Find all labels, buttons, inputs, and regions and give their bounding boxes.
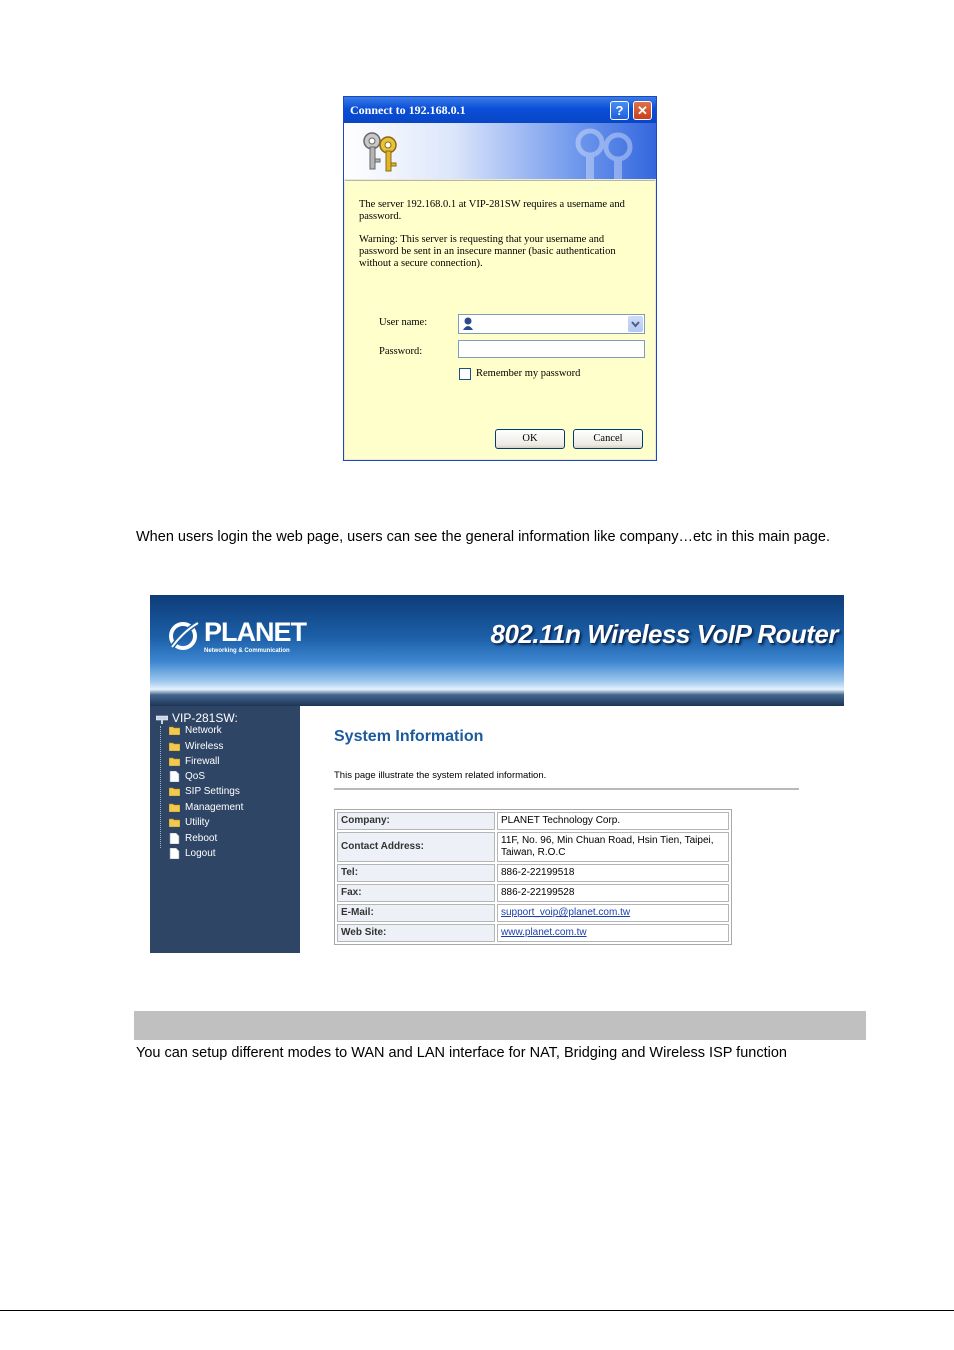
- row-key: Contact Address:: [337, 832, 495, 862]
- chevron-down-icon[interactable]: [628, 316, 643, 332]
- password-label: Password:: [379, 346, 423, 357]
- sidebar-item-network[interactable]: [169, 724, 222, 738]
- row-key: Fax:: [337, 884, 495, 902]
- folder-icon: [169, 803, 180, 812]
- dialog-titlebar[interactable]: [344, 97, 656, 123]
- page-description: This page illustrate the system related information.: [334, 770, 547, 781]
- cancel-button[interactable]: Cancel: [573, 429, 643, 449]
- close-icon[interactable]: ✕: [633, 101, 652, 120]
- row-value: PLANET Technology Corp.: [497, 812, 729, 830]
- help-icon[interactable]: ?: [610, 101, 629, 120]
- page-icon: [169, 771, 180, 782]
- sidebar-item-label: Reboot: [185, 833, 218, 844]
- sidebar-item-label: Firewall: [185, 756, 220, 767]
- folder-icon: [169, 818, 180, 827]
- ok-button[interactable]: OK: [495, 429, 565, 449]
- page-title: System Information: [334, 728, 484, 745]
- keys-icon: [360, 129, 406, 173]
- keys-watermark-icon: [570, 127, 640, 179]
- paragraph-network-modes: You can setup different modes to WAN and LAN interface for NAT, Bridging and Wireless ISP function: [136, 1045, 787, 1061]
- user-icon: [462, 317, 474, 331]
- dialog-warning: Warning: This server is requesting that your username and password be sent in an insecure manner (basic authentication without a secure connection).: [359, 234, 616, 269]
- router-main-content: [300, 706, 844, 953]
- paragraph-login-info: When users login the web page, users can see the general information like company…etc in this main page.: [136, 529, 830, 545]
- password-field[interactable]: [458, 340, 645, 358]
- sidebar-root-label: VIP-281SW:: [172, 711, 238, 725]
- table-row: [337, 864, 729, 882]
- sidebar-item-label: Utility: [185, 817, 210, 828]
- network-device-icon: [156, 714, 168, 724]
- sidebar-item-label: QoS: [185, 771, 206, 782]
- sidebar-root[interactable]: [156, 711, 238, 725]
- sidebar-item-label: Wireless: [185, 741, 224, 752]
- table-row: [337, 884, 729, 902]
- router-web-ui: [150, 595, 844, 953]
- page-icon: [169, 833, 180, 844]
- remember-password-label: Remember my password: [476, 368, 581, 379]
- table-row: [337, 904, 729, 922]
- row-key: E-Mail:: [337, 904, 495, 922]
- dialog-banner: [344, 123, 656, 179]
- router-banner: [150, 595, 844, 706]
- brand-tagline: Networking & Communication: [204, 648, 290, 654]
- page-icon: [169, 848, 180, 859]
- brand-name: PLANET: [204, 617, 306, 647]
- row-value: [497, 904, 729, 922]
- folder-icon: [169, 742, 180, 751]
- login-dialog: [343, 96, 657, 461]
- row-key: Web Site:: [337, 924, 495, 942]
- folder-icon: [169, 757, 180, 766]
- router-sidebar: [150, 706, 300, 953]
- system-info-table: [334, 809, 732, 945]
- username-label: User name:: [379, 317, 428, 328]
- row-value: 886-2-22199518: [497, 864, 729, 882]
- table-row: [337, 812, 729, 830]
- footer-divider: [0, 1310, 954, 1311]
- sidebar-item-wireless[interactable]: [169, 740, 223, 754]
- username-field[interactable]: [458, 314, 645, 334]
- website-link[interactable]: www.planet.com.tw: [501, 927, 587, 938]
- divider: [334, 788, 799, 790]
- sidebar-item-reboot[interactable]: [169, 832, 217, 846]
- remember-password-checkbox[interactable]: [459, 368, 471, 380]
- section-heading-bar: [134, 1011, 866, 1040]
- tree-line: [160, 726, 162, 848]
- sidebar-item-label: Network: [185, 725, 222, 736]
- sidebar-item-management[interactable]: [169, 801, 243, 815]
- sidebar-item-label: SIP Settings: [185, 786, 240, 797]
- dialog-body: [345, 180, 655, 459]
- product-title: 802.11n Wireless VoIP Router: [490, 619, 838, 649]
- row-value: 11F, No. 96, Min Chuan Road, Hsin Tien, Taipei, Taiwan, R.O.C: [497, 832, 729, 862]
- dialog-message: The server 192.168.0.1 at VIP-281SW requires a username and password.: [359, 199, 625, 222]
- row-key: Company:: [337, 812, 495, 830]
- folder-icon: [169, 787, 180, 796]
- email-link[interactable]: support_voip@planet.com.tw: [501, 907, 631, 918]
- row-value: 886-2-22199528: [497, 884, 729, 902]
- table-row: [337, 832, 729, 862]
- folder-icon: [169, 726, 180, 735]
- sidebar-item-label: Logout: [185, 848, 216, 859]
- sidebar-item-firewall[interactable]: [169, 755, 219, 769]
- sidebar-item-qos[interactable]: [169, 770, 205, 784]
- dialog-title: Connect to 192.168.0.1: [350, 103, 466, 117]
- sidebar-item-logout[interactable]: [169, 847, 216, 861]
- table-row: [337, 924, 729, 942]
- sidebar-item-label: Management: [185, 802, 244, 813]
- row-value: [497, 924, 729, 942]
- planet-logo-icon: [168, 621, 200, 651]
- row-key: Tel:: [337, 864, 495, 882]
- sidebar-item-sip-settings[interactable]: [169, 785, 240, 799]
- sidebar-item-utility[interactable]: [169, 816, 209, 830]
